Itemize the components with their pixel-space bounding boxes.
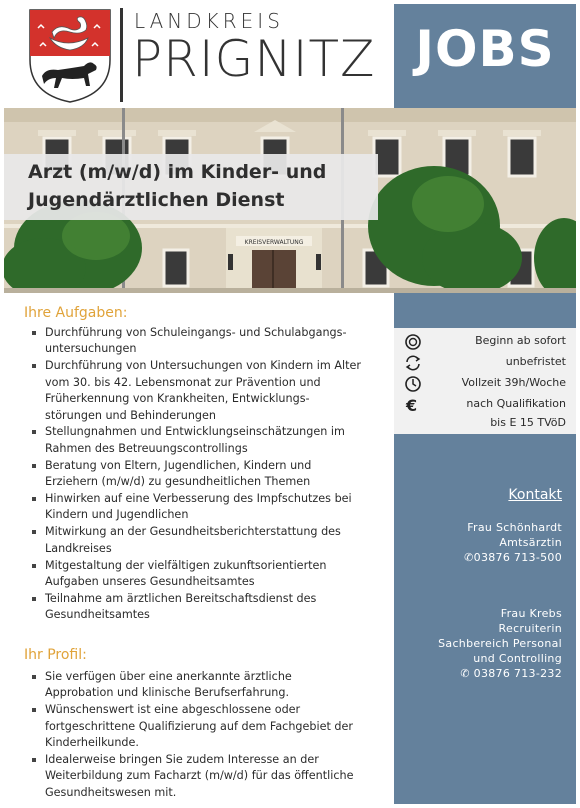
aufgabe-item-line: Aufgaben unseres Gesundheitsamtes [45,575,255,589]
aufgabe-item-line: Früherkennung von Krankheiten, Entwicklungs- [45,392,310,406]
aufgabe-item-line: Beratung von Eltern, Jugendlichen, Kindern und [45,458,312,472]
aufgabe-item [28,325,390,358]
contact-1-name: Frau Schönhardt [467,521,562,534]
contact-2-name: Frau Krebs [500,607,562,620]
profil-item [28,752,390,801]
profil-item [28,669,390,702]
aufgabe-item-line: Durchführung von Untersuchungen von Kindern im Alter [45,359,361,373]
aufgabe-item-line: Durchführung von Schuleingangs- und Schulabgangs- [45,326,347,339]
profil-item-line: Sie verfügen über eine anerkannte ärztliche [45,670,292,683]
aufgabe-item [28,424,390,457]
building-photo [4,108,576,293]
contact-2-dept-1: Sachbereich Personal [438,637,562,650]
profil-heading: Ihr Profil: [24,647,87,663]
profil-item-line: Approbation und klinische Berufserfahrung. [45,686,290,700]
detail-tarif: bis E 15 TVöD [490,416,566,429]
aufgabe-item [28,358,390,424]
profil-item-line: Wünschenswert ist eine abgeschlossene oder [45,703,301,717]
aufgabe-item-line: Mitwirkung an der Gesundheitsberichterstattung des [45,525,341,539]
euro-icon [404,396,422,414]
detail-row-tarif [394,414,576,434]
aufgabe-item [28,591,390,624]
detail-row-beginn [394,332,576,352]
profil-item-line: Weiterbildung zum Facharzt (m/w/d) für das öffentliche [45,769,354,783]
profil-item-line: Gesundheitswesen mit. [45,785,177,799]
aufgabe-item-line: Rahmen des Betreuungscontrollings [45,441,248,455]
aufgabe-item-line: Teilnahme am ärztlichen Bereitschaftsdienst des [45,592,317,605]
profil-item-line: fortgeschrittene Qualifizierung auf dem Fachgebiet der [45,719,354,733]
header [4,4,576,108]
contact-1 [464,520,562,565]
aufgabe-item-line: Gesundheitsamtes [45,608,150,622]
profil-list [28,669,390,802]
job-details-box [394,328,576,434]
aufgabe-item-line: untersuchungen [45,342,137,356]
aufgabe-item [28,558,390,591]
logo-landkreis: LANDKREIS [134,9,284,33]
job-title-line-2: Jugendärztlichen Dienst [28,189,285,211]
coat-of-arms-icon [28,8,112,104]
aufgabe-item-line: Erziehern (m/w/d) zu gesundheitlichen Themen [45,475,311,489]
detail-row-verguetung [394,395,576,415]
profil-item [28,702,390,751]
phone-icon: ✆ [460,667,474,680]
aufgabe-item-line: störungen und Behinderungen [45,408,216,422]
aufgabe-item [28,524,390,557]
job-title-box [4,154,378,220]
aufgabe-item-line: Stellungnahmen und Entwicklungseinschätzungen im [45,425,345,439]
refresh-icon [404,354,422,372]
aufgaben-heading: Ihre Aufgaben: [24,305,128,321]
detail-row-befristung [394,353,576,373]
clock-icon [404,375,422,393]
profil-item-line: Kinderheilkunde. [45,736,139,750]
jobs-title: JOBS [415,20,555,78]
contact-2 [438,606,562,681]
job-title-line-1: Arzt (m/w/d) im Kinder- und [28,161,327,183]
contact-2-phone-row[interactable] [438,666,562,681]
sidebar [394,293,576,804]
detail-verguetung: nach Qualifikation [466,397,566,410]
main-content [4,293,394,804]
logo-divider [120,8,123,102]
detail-row-arbeitszeit [394,374,576,394]
logo-prignitz: PRIGNITZ [132,30,376,88]
building-sign: KREISVERWALTUNG [244,239,304,246]
aufgabe-item-line: Mitgestaltung der vielfältigen zukunftsorientierten [45,558,327,572]
contact-1-role: Amtsärztin [499,536,562,549]
phone-icon: ✆ [464,551,474,564]
contact-2-phone[interactable]: 03876 713-232 [473,667,562,680]
jobs-banner [394,4,576,108]
svg-text:€: € [406,396,418,414]
detail-beginn: Beginn ab sofort [475,334,566,347]
detail-arbeitszeit: Vollzeit 39h/Woche [461,376,566,389]
contact-1-phone-row[interactable] [464,550,562,565]
detail-befristung: unbefristet [505,355,566,368]
kontakt-heading: Kontakt [508,487,562,503]
contact-2-dept-2: und Controlling [473,652,562,665]
aufgabe-item-line: vom 30. bis 42. Lebensmonat zur Prävention und [45,375,321,389]
aufgabe-item-line: Hinwirken auf eine Verbesserung des Impfschutzes bei [45,492,352,506]
aufgabe-item [28,491,390,524]
aufgaben-list [28,325,390,624]
aufgabe-item-line: Kindern und Jugendlichen [45,508,189,522]
job-flyer [4,4,576,804]
contact-1-phone[interactable]: 03876 713-500 [473,551,562,564]
profil-item-line: Idealerweise bringen Sie zudem Interesse an der [45,753,319,767]
contact-2-role: Recruiterin [498,622,562,635]
clock-start-icon [404,333,422,351]
aufgabe-item [28,458,390,491]
aufgabe-item-line: Landkreises [45,541,112,555]
